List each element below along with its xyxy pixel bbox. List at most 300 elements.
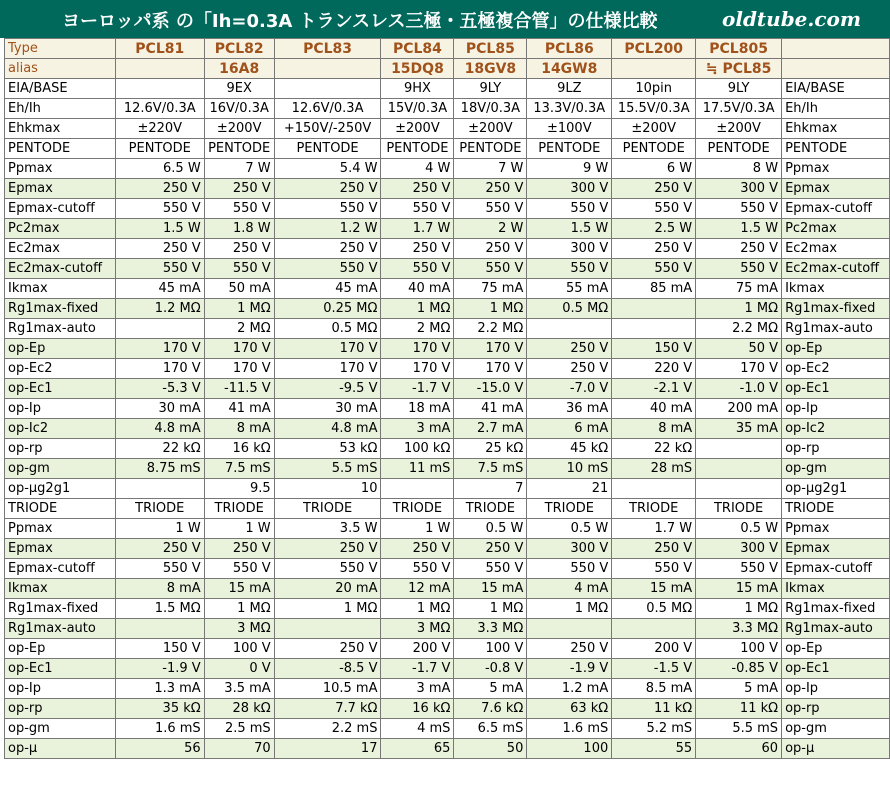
row-label-right: op-Ec1	[782, 659, 890, 679]
value-cell: 2.5 W	[612, 219, 696, 239]
value-cell: 150 V	[612, 339, 696, 359]
value-cell: 8 W	[696, 159, 782, 179]
value-cell: 1.6 mS	[115, 719, 204, 739]
value-cell: -7.0 V	[527, 379, 612, 399]
row-label-right: op-Ic2	[782, 419, 890, 439]
value-cell: 100 V	[204, 639, 274, 659]
value-cell	[274, 79, 381, 99]
value-cell: 2.5 mS	[204, 719, 274, 739]
table-row	[5, 679, 890, 699]
value-cell: 1.3 mA	[115, 679, 204, 699]
value-cell: 550 V	[454, 199, 527, 219]
tube-type-header: PCL82	[204, 39, 274, 59]
value-cell: 1 W	[381, 519, 454, 539]
table-row	[5, 279, 890, 299]
value-cell: 1 MΩ	[454, 599, 527, 619]
value-cell: -2.1 V	[612, 379, 696, 399]
value-cell: 55	[612, 739, 696, 759]
value-cell: 170 V	[696, 359, 782, 379]
value-cell: -0.85 V	[696, 659, 782, 679]
value-cell: 16V/0.3A	[204, 99, 274, 119]
row-label-right: op-Ep	[782, 639, 890, 659]
value-cell: 41 mA	[454, 399, 527, 419]
row-label: Eh/Ih	[5, 99, 116, 119]
row-label: TRIODE	[5, 499, 116, 519]
value-cell: 250 V	[274, 239, 381, 259]
value-cell: 60	[696, 739, 782, 759]
value-cell: 200 mA	[696, 399, 782, 419]
value-cell: 550 V	[381, 259, 454, 279]
value-cell: 12.6V/0.3A	[274, 99, 381, 119]
value-cell	[696, 479, 782, 499]
row-label-right: Ikmax	[782, 579, 890, 599]
table-row	[5, 459, 890, 479]
table-row	[5, 339, 890, 359]
value-cell: 1 MΩ	[381, 599, 454, 619]
table-row	[5, 159, 890, 179]
row-label: Ec2max-cutoff	[5, 259, 116, 279]
row-label-right: op-Ip	[782, 679, 890, 699]
value-cell: 2.2 MΩ	[696, 319, 782, 339]
page-title: ヨーロッパ系 の「Ih=0.3A トランスレス三極・五極複合管」の仕様比較	[62, 11, 658, 32]
value-cell: 30 mA	[115, 399, 204, 419]
value-cell	[696, 459, 782, 479]
value-cell: 1.5 MΩ	[115, 599, 204, 619]
row-label: Ikmax	[5, 279, 116, 299]
row-label-right: Epmax	[782, 179, 890, 199]
table-row	[5, 259, 890, 279]
value-cell: 4 W	[381, 159, 454, 179]
value-cell	[612, 619, 696, 639]
value-cell: 5.4 W	[274, 159, 381, 179]
row-label-right: Ikmax	[782, 279, 890, 299]
value-cell: 20 mA	[274, 579, 381, 599]
value-cell: 550 V	[274, 199, 381, 219]
row-label: op-Ip	[5, 399, 116, 419]
row-label: Ec2max	[5, 239, 116, 259]
row-label-right: Epmax	[782, 539, 890, 559]
value-cell: 250 V	[612, 539, 696, 559]
table-row	[5, 579, 890, 599]
section-header-row	[5, 499, 890, 519]
value-cell: 15.5V/0.3A	[612, 99, 696, 119]
table-row	[5, 319, 890, 339]
row-label-right: op-gm	[782, 459, 890, 479]
row-label: EIA/BASE	[5, 79, 116, 99]
value-cell: 15 mA	[696, 579, 782, 599]
value-cell: 3.3 MΩ	[696, 619, 782, 639]
value-cell: -0.8 V	[454, 659, 527, 679]
value-cell: 75 mA	[696, 279, 782, 299]
value-cell: 50	[454, 739, 527, 759]
value-cell: 9LY	[454, 79, 527, 99]
value-cell: 3 mA	[381, 679, 454, 699]
row-label: Ppmax	[5, 159, 116, 179]
value-cell: 550 V	[612, 199, 696, 219]
spec-table-body	[5, 39, 890, 759]
table-row	[5, 599, 890, 619]
value-cell	[527, 319, 612, 339]
row-label: op-rp	[5, 699, 116, 719]
value-cell: 6 mA	[527, 419, 612, 439]
row-label: Rg1max-fixed	[5, 299, 116, 319]
row-label: Rg1max-auto	[5, 619, 116, 639]
value-cell: 28 kΩ	[204, 699, 274, 719]
alias-cell	[782, 59, 890, 79]
value-cell: ±100V	[527, 119, 612, 139]
value-cell: 3 mA	[381, 419, 454, 439]
value-cell: 300 V	[527, 179, 612, 199]
value-cell: 1 W	[204, 519, 274, 539]
value-cell: PENTODE	[204, 139, 274, 159]
value-cell: 0.5 MΩ	[527, 299, 612, 319]
value-cell: 65	[381, 739, 454, 759]
value-cell: 2 MΩ	[204, 319, 274, 339]
value-cell: 1.6 mS	[527, 719, 612, 739]
value-cell: ±200V	[696, 119, 782, 139]
value-cell: TRIODE	[115, 499, 204, 519]
value-cell: 550 V	[204, 559, 274, 579]
table-row	[5, 359, 890, 379]
value-cell: 250 V	[527, 639, 612, 659]
value-cell: 5.2 mS	[612, 719, 696, 739]
value-cell: -5.3 V	[115, 379, 204, 399]
value-cell: 550 V	[381, 199, 454, 219]
value-cell: 45 mA	[274, 279, 381, 299]
value-cell: 550 V	[454, 559, 527, 579]
value-cell: 8.75 mS	[115, 459, 204, 479]
value-cell: 550 V	[274, 559, 381, 579]
value-cell: 170 V	[454, 339, 527, 359]
value-cell: 70	[204, 739, 274, 759]
value-cell: 3.3 MΩ	[454, 619, 527, 639]
value-cell: 7.6 kΩ	[454, 699, 527, 719]
value-cell: 11 kΩ	[612, 699, 696, 719]
table-row	[5, 199, 890, 219]
value-cell: 250 V	[274, 179, 381, 199]
value-cell: 21	[527, 479, 612, 499]
value-cell: 28 mS	[612, 459, 696, 479]
value-cell: -9.5 V	[274, 379, 381, 399]
row-label-right: Rg1max-fixed	[782, 299, 890, 319]
value-cell: 250 V	[115, 239, 204, 259]
value-cell: 36 mA	[527, 399, 612, 419]
value-cell	[381, 479, 454, 499]
value-cell: 4.8 mA	[274, 419, 381, 439]
table-row	[5, 379, 890, 399]
table-row	[5, 699, 890, 719]
row-label-right: Rg1max-auto	[782, 319, 890, 339]
value-cell: 9HX	[381, 79, 454, 99]
value-cell: 550 V	[381, 559, 454, 579]
value-cell: 250 V	[381, 539, 454, 559]
table-row	[5, 639, 890, 659]
value-cell: 300 V	[527, 239, 612, 259]
row-label: Epmax	[5, 179, 116, 199]
value-cell: 250 V	[204, 239, 274, 259]
table-row	[5, 219, 890, 239]
value-cell: 300 V	[527, 539, 612, 559]
row-label: op-Ec2	[5, 359, 116, 379]
value-cell: 250 V	[454, 539, 527, 559]
value-cell: 9LZ	[527, 79, 612, 99]
value-cell: -11.5 V	[204, 379, 274, 399]
row-label: op-Ip	[5, 679, 116, 699]
value-cell	[612, 479, 696, 499]
value-cell: 2.7 mA	[454, 419, 527, 439]
value-cell: 0 V	[204, 659, 274, 679]
value-cell	[274, 619, 381, 639]
value-cell: 30 mA	[274, 399, 381, 419]
row-label-right: op-rp	[782, 439, 890, 459]
value-cell: 1.2 W	[274, 219, 381, 239]
value-cell: TRIODE	[527, 499, 612, 519]
row-label-right: op-Ec1	[782, 379, 890, 399]
value-cell: 550 V	[527, 259, 612, 279]
value-cell: 550 V	[274, 259, 381, 279]
table-row	[5, 539, 890, 559]
value-cell: 1 MΩ	[274, 599, 381, 619]
value-cell: 50 mA	[204, 279, 274, 299]
value-cell: 170 V	[381, 359, 454, 379]
value-cell: PENTODE	[612, 139, 696, 159]
tube-type-header: PCL86	[527, 39, 612, 59]
value-cell: 0.5 W	[696, 519, 782, 539]
value-cell: 550 V	[204, 259, 274, 279]
value-cell: 250 V	[454, 239, 527, 259]
value-cell: 35 kΩ	[115, 699, 204, 719]
value-cell: 1.2 mA	[527, 679, 612, 699]
value-cell: 15V/0.3A	[381, 99, 454, 119]
value-cell: 550 V	[612, 259, 696, 279]
value-cell: 1 MΩ	[381, 299, 454, 319]
table-row	[5, 479, 890, 499]
value-cell: 6 W	[612, 159, 696, 179]
value-cell: ±200V	[454, 119, 527, 139]
row-label: alias	[5, 59, 116, 79]
value-cell: 85 mA	[612, 279, 696, 299]
value-cell: 300 V	[696, 179, 782, 199]
row-label-right: op-μg2g1	[782, 479, 890, 499]
table-row	[5, 619, 890, 639]
row-label-right: Epmax-cutoff	[782, 559, 890, 579]
row-label: op-gm	[5, 719, 116, 739]
value-cell: PENTODE	[527, 139, 612, 159]
value-cell: 550 V	[204, 199, 274, 219]
value-cell: 40 mA	[381, 279, 454, 299]
row-label-right: Ehkmax	[782, 119, 890, 139]
value-cell: 250 V	[115, 539, 204, 559]
value-cell	[612, 319, 696, 339]
value-cell: 1.7 W	[612, 519, 696, 539]
value-cell: 250 V	[381, 179, 454, 199]
value-cell: +150V/-250V	[274, 119, 381, 139]
value-cell: 250 V	[204, 539, 274, 559]
value-cell: 2.2 MΩ	[454, 319, 527, 339]
value-cell: 18V/0.3A	[454, 99, 527, 119]
value-cell: 250 V	[612, 179, 696, 199]
value-cell: 250 V	[527, 339, 612, 359]
value-cell: 170 V	[115, 359, 204, 379]
value-cell: 10pin	[612, 79, 696, 99]
row-label: Rg1max-fixed	[5, 599, 116, 619]
table-row	[5, 419, 890, 439]
value-cell	[115, 479, 204, 499]
row-label-right: op-gm	[782, 719, 890, 739]
value-cell: 6.5 mS	[454, 719, 527, 739]
row-label-right: EIA/BASE	[782, 79, 890, 99]
value-cell: 45 kΩ	[527, 439, 612, 459]
row-label: op-μg2g1	[5, 479, 116, 499]
row-label: Rg1max-auto	[5, 319, 116, 339]
value-cell: 250 V	[204, 179, 274, 199]
value-cell: 17.5V/0.3A	[696, 99, 782, 119]
row-label: Type	[5, 39, 116, 59]
value-cell: 300 V	[696, 539, 782, 559]
value-cell: 550 V	[115, 559, 204, 579]
value-cell: 9EX	[204, 79, 274, 99]
value-cell: 2.2 mS	[274, 719, 381, 739]
value-cell: PENTODE	[454, 139, 527, 159]
row-label: PENTODE	[5, 139, 116, 159]
value-cell: 9LY	[696, 79, 782, 99]
row-label-right: op-Ip	[782, 399, 890, 419]
row-label: op-rp	[5, 439, 116, 459]
value-cell: 10 mS	[527, 459, 612, 479]
value-cell: 12 mA	[381, 579, 454, 599]
alias-cell: 15DQ8	[381, 59, 454, 79]
value-cell: 170 V	[115, 339, 204, 359]
value-cell: 1 MΩ	[204, 299, 274, 319]
value-cell: ±200V	[381, 119, 454, 139]
row-label-right: Ec2max	[782, 239, 890, 259]
value-cell: 7.5 mS	[454, 459, 527, 479]
table-row	[5, 559, 890, 579]
value-cell: 55 mA	[527, 279, 612, 299]
value-cell: 250 V	[274, 539, 381, 559]
value-cell: 200 V	[381, 639, 454, 659]
value-cell: -1.0 V	[696, 379, 782, 399]
row-label-right: Rg1max-fixed	[782, 599, 890, 619]
type-header-row	[5, 39, 890, 59]
value-cell: 150 V	[115, 639, 204, 659]
row-label-right: op-μ	[782, 739, 890, 759]
value-cell: ±200V	[612, 119, 696, 139]
value-cell: TRIODE	[274, 499, 381, 519]
value-cell: -1.5 V	[612, 659, 696, 679]
value-cell: 100 V	[454, 639, 527, 659]
value-cell: 100	[527, 739, 612, 759]
value-cell: 3.5 mA	[204, 679, 274, 699]
row-label-right: Pc2max	[782, 219, 890, 239]
table-row	[5, 739, 890, 759]
row-label: Epmax-cutoff	[5, 199, 116, 219]
value-cell	[696, 439, 782, 459]
alias-cell: ≒ PCL85	[696, 59, 782, 79]
value-cell: 0.5 W	[454, 519, 527, 539]
table-row	[5, 719, 890, 739]
tube-type-header: PCL85	[454, 39, 527, 59]
value-cell: 4.8 mA	[115, 419, 204, 439]
value-cell: PENTODE	[696, 139, 782, 159]
value-cell: 3.5 W	[274, 519, 381, 539]
value-cell: 250 V	[612, 239, 696, 259]
table-row	[5, 239, 890, 259]
row-label: Ehkmax	[5, 119, 116, 139]
value-cell: PENTODE	[274, 139, 381, 159]
value-cell: 9.5	[204, 479, 274, 499]
value-cell: 25 kΩ	[454, 439, 527, 459]
value-cell	[612, 299, 696, 319]
row-label-right: PENTODE	[782, 139, 890, 159]
row-label: op-μ	[5, 739, 116, 759]
value-cell: 53 kΩ	[274, 439, 381, 459]
value-cell: 0.5 W	[527, 519, 612, 539]
value-cell: 1.7 W	[381, 219, 454, 239]
value-cell: 6.5 W	[115, 159, 204, 179]
value-cell: 0.5 MΩ	[612, 599, 696, 619]
table-row	[5, 399, 890, 419]
row-label-right: op-Ep	[782, 339, 890, 359]
value-cell: 4 mA	[527, 579, 612, 599]
value-cell: 7 W	[204, 159, 274, 179]
value-cell	[115, 619, 204, 639]
value-cell: 40 mA	[612, 399, 696, 419]
value-cell: 8.5 mA	[612, 679, 696, 699]
value-cell: 12.6V/0.3A	[115, 99, 204, 119]
alias-cell	[274, 59, 381, 79]
tube-type-header: PCL83	[274, 39, 381, 59]
value-cell: 15 mA	[612, 579, 696, 599]
value-cell: 1.8 W	[204, 219, 274, 239]
value-cell: 10.5 mA	[274, 679, 381, 699]
value-cell: 35 mA	[696, 419, 782, 439]
value-cell: 8 mA	[612, 419, 696, 439]
title-banner	[0, 0, 890, 38]
value-cell: 250 V	[274, 639, 381, 659]
value-cell: 45 mA	[115, 279, 204, 299]
value-cell: 11 kΩ	[696, 699, 782, 719]
value-cell: -1.9 V	[527, 659, 612, 679]
value-cell: 7	[454, 479, 527, 499]
value-cell: 63 kΩ	[527, 699, 612, 719]
value-cell: 220 V	[612, 359, 696, 379]
value-cell: 1 MΩ	[204, 599, 274, 619]
value-cell: 16 kΩ	[381, 699, 454, 719]
value-cell: 170 V	[454, 359, 527, 379]
value-cell: 250 V	[115, 179, 204, 199]
table-row	[5, 79, 890, 99]
tube-type-header: PCL84	[381, 39, 454, 59]
alias-row	[5, 59, 890, 79]
value-cell: 4 mS	[381, 719, 454, 739]
value-cell: 1 MΩ	[696, 299, 782, 319]
value-cell	[115, 319, 204, 339]
value-cell: 9 W	[527, 159, 612, 179]
tube-type-header: PCL805	[696, 39, 782, 59]
row-label-right: Ppmax	[782, 519, 890, 539]
row-label-right: Ec2max-cutoff	[782, 259, 890, 279]
row-label: Ikmax	[5, 579, 116, 599]
value-cell: 250 V	[454, 179, 527, 199]
value-cell: 170 V	[204, 339, 274, 359]
value-cell: 5.5 mS	[696, 719, 782, 739]
value-cell: 8 mA	[115, 579, 204, 599]
value-cell	[527, 619, 612, 639]
value-cell: 7.5 mS	[204, 459, 274, 479]
value-cell: 550 V	[115, 259, 204, 279]
spec-table	[4, 38, 890, 759]
